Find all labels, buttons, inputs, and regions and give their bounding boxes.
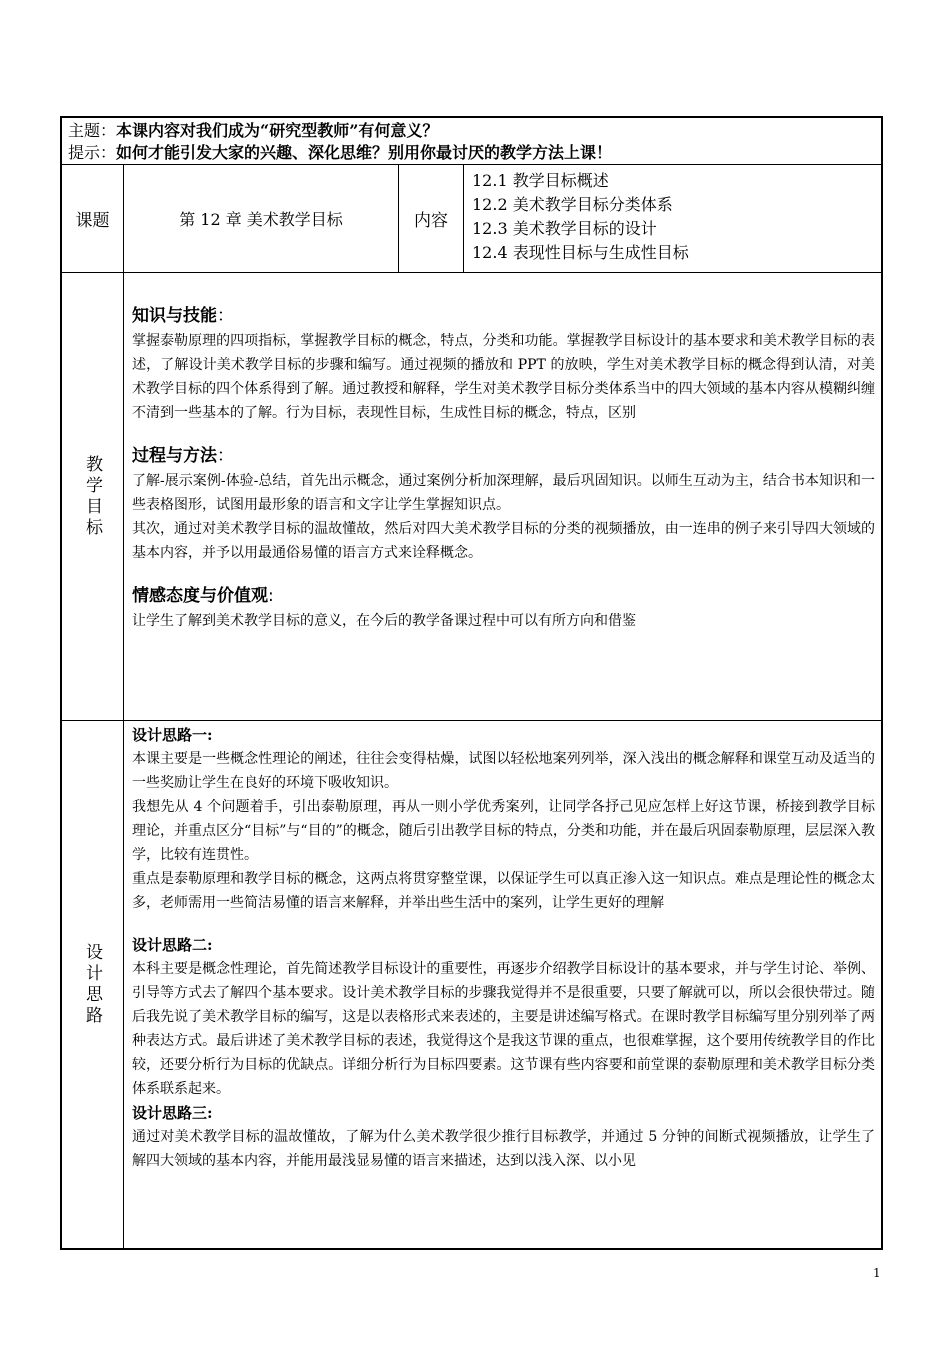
content-item: 12.1 教学目标概述 [472,171,609,190]
design-label-cell [62,721,124,1248]
process-text-1: 了解-展示案例-体验-总结，首先出示概念，通过案例分析加深理解，最后巩固知识。以师生互动为主，结合书本知识和一些表格图形，试图用最形象的语言和文字让学生掌握知识点。 [132,473,875,513]
topic-value: 本课内容对我们成为“研究型教师”有何意义？ [116,121,439,140]
lesson-title: 第 12 章 美术教学目标 [124,165,399,272]
knowledge-heading: 知识与技能： [132,306,234,326]
knowledge-text: 掌握泰勒原理的四项指标，掌握教学目标的概念，特点，分类和功能。掌握教学目标设计的基本要求和美术教学目标的表述，了解设计美术教学目标的步骤和编写。通过视频的播放和 PPT 的放映，学生对美术教学目标的概念得到认清，对美术教学目标的四个体系得到了解。通过教授和解释，学生对美术教学目标分类体系当中的四大领域的基本内容从模糊纠缠不清到一些基本的了解。行为目标，表现性目标，生成性目标的概念，特点，区别 [132,333,875,421]
design-body [124,721,881,1248]
design-text-1b: 我想先从 4 个问题着手，引出泰勒原理，再从一则小学优秀案列，让同学各抒己见应怎样上好这节课，桥接到教学目标理论，并重点区分“目标”与“目的”的概念，随后引出教学目标的特点，分类和功能，并在最后巩固泰勒原理，层层深入教学，比较有连贯性。 [132,799,875,863]
attitude-heading: 情感态度与价值观: [132,586,274,606]
content-item: 12.3 美术教学目标的设计 [472,219,657,238]
design-text-3: 通过对美术教学目标的温故懂故，了解为什么美术教学很少推行目标教学，并通过 5 分钟的间断式视频播放，让学生了解四大领域的基本内容，并能用最浅显易懂的语言来描述，达到以浅入深、以小见 [132,1129,875,1169]
goals-label-cell [62,273,124,720]
design-text-1c: 重点是泰勒原理和教学目标的概念，这两点将贯穿整堂课，以保证学生可以真正渗入这一知识点。难点是理论性的概念太多，老师需用一些简洁易懂的语言来解释，并举出些生活中的案列，让学生更好的理解 [132,871,875,911]
design-heading-3: 设计思路三: [132,1104,213,1122]
hint-value: 如何才能引发大家的兴趣、深化思维？别用你最讨厌的教学方法上课！ [116,143,613,162]
content-label: 内容 [399,165,464,272]
lesson-plan-table [60,116,883,1250]
design-label: 设计思路 [82,942,102,1027]
topic-line [68,120,875,142]
design-text-2: 本科主要是概念性理论，首先简述教学目标设计的重要性，再逐步介绍教学目标设计的基本要求，并与学生讨论、举例、引导等方式去了解四个基本要求。设计美术教学目标的步骤我觉得并不是很重要，只要了解就可以，所以会很快带过。随后我先说了美术教学目标的编写，这是以表格形式来表述的，主要是讲述编写格式。在课时教学目标编写里分别列举了两种表达方式。最后讲述了美术教学目标的表述，我觉得这个是我这节课的重点，也很难掌握，这个要用传统教学目的作比较，还要分析行为目标的优缺点。详细分析行为目标四要素。这节课有些内容要和前堂课的泰勒原理和美术教学目标分类体系联系起来。 [132,961,875,1097]
page-number: 1 [873,1266,881,1280]
goals-label: 教学目标 [82,454,102,539]
design-heading-1: 设计思路一: [132,726,213,744]
goals-row [62,273,881,721]
content-list [464,165,881,272]
hint-line [68,142,875,164]
attitude-text: 让学生了解到美术教学目标的意义，在今后的教学备课过程中可以有所方向和借鉴 [132,613,636,629]
topic-row [62,118,881,165]
process-text-2: 其次，通过对美术教学目标的温故懂故，然后对四大美术教学目标的分类的视频播放，由一连串的例子来引导四大领域的基本内容，并予以用最通俗易懂的语言方式来诠释概念。 [132,521,875,561]
lesson-row [62,165,881,273]
content-item: 12.4 表现性目标与生成性目标 [472,243,689,262]
lesson-label: 课题 [62,165,124,272]
topic-label: 主题： [68,121,117,140]
design-text-1a: 本课主要是一些概念性理论的阐述，往往会变得枯燥，试图以轻松地案列列举，深入浅出的概念解释和课堂互动及适当的一些奖励让学生在良好的环境下吸收知识。 [132,751,875,791]
goals-body [124,273,881,720]
design-row [62,721,881,1248]
design-heading-2: 设计思路二: [132,936,213,954]
content-item: 12.2 美术教学目标分类体系 [472,195,673,214]
process-heading: 过程与方法： [132,446,234,466]
hint-label: 提示： [68,143,117,162]
